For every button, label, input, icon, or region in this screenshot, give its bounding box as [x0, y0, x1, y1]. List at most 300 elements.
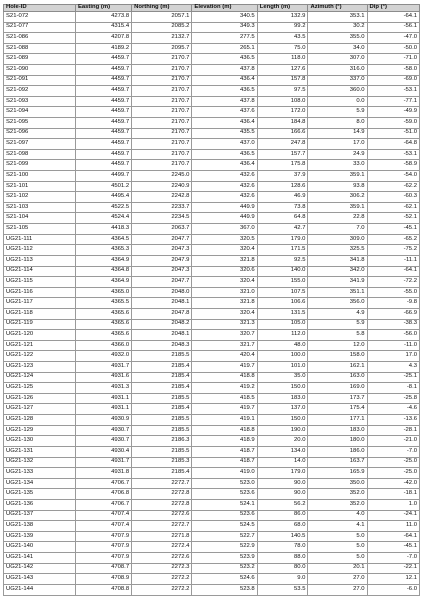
cell-easting: 4931.3: [75, 383, 131, 394]
drillhole-collar-table: [3, 4, 420, 596]
cell-dip: -28.1: [367, 425, 419, 436]
cell-easting: 4931.8: [75, 468, 131, 479]
cell-length: 37.9: [257, 171, 308, 182]
table-row: [4, 54, 420, 65]
cell-elevation: 321.3: [192, 319, 257, 330]
cell-elevation: 523.6: [192, 489, 257, 500]
cell-northing: 2170.7: [132, 128, 192, 139]
cell-length: 172.0: [257, 107, 308, 118]
cell-hole-id: UG21-133: [4, 468, 76, 479]
cell-easting: 4930.4: [75, 446, 131, 457]
cell-elevation: 320.4: [192, 245, 257, 256]
table-row: [4, 351, 420, 362]
table-row: [4, 489, 420, 500]
cell-elevation: 449.9: [192, 213, 257, 224]
cell-northing: 2047.3: [132, 245, 192, 256]
header-elevation: Elevation (m): [192, 5, 257, 12]
cell-azimuth: 5.9: [308, 319, 367, 330]
table-row: [4, 542, 420, 553]
cell-length: 128.6: [257, 181, 308, 192]
cell-easting: 4365.6: [75, 319, 131, 330]
cell-elevation: 321.8: [192, 298, 257, 309]
cell-northing: 2047.3: [132, 266, 192, 277]
table-row: [4, 584, 420, 595]
cell-azimuth: 180.0: [308, 436, 367, 447]
cell-hole-id: S21-101: [4, 181, 76, 192]
cell-northing: 2085.2: [132, 22, 192, 33]
cell-dip: 17.0: [367, 351, 419, 362]
cell-elevation: 320.7: [192, 330, 257, 341]
cell-northing: 2047.7: [132, 234, 192, 245]
cell-hole-id: UG21-116: [4, 287, 76, 298]
cell-hole-id: S21-086: [4, 33, 76, 44]
cell-length: 64.8: [257, 213, 308, 224]
cell-elevation: 419.7: [192, 362, 257, 373]
cell-dip: -45.1: [367, 542, 419, 553]
cell-length: 179.0: [257, 468, 308, 479]
cell-hole-id: UG21-118: [4, 308, 76, 319]
table-row: [4, 96, 420, 107]
cell-northing: 2272.6: [132, 510, 192, 521]
cell-dip: -56.1: [367, 22, 419, 33]
cell-length: 140.0: [257, 266, 308, 277]
cell-northing: 2185.5: [132, 351, 192, 362]
cell-dip: -42.0: [367, 478, 419, 489]
cell-hole-id: S21-077: [4, 22, 76, 33]
cell-elevation: 437.0: [192, 139, 257, 150]
cell-elevation: 523.2: [192, 563, 257, 574]
cell-elevation: 523.6: [192, 510, 257, 521]
cell-dip: 1.0: [367, 499, 419, 510]
cell-azimuth: 316.0: [308, 64, 367, 75]
cell-easting: 4364.9: [75, 255, 131, 266]
cell-elevation: 418.7: [192, 446, 257, 457]
cell-azimuth: 30.2: [308, 22, 367, 33]
cell-elevation: 436.5: [192, 149, 257, 160]
cell-azimuth: 14.9: [308, 128, 367, 139]
cell-northing: 2242.8: [132, 192, 192, 203]
cell-northing: 2170.7: [132, 86, 192, 97]
cell-northing: 2272.8: [132, 489, 192, 500]
cell-easting: 4365.0: [75, 287, 131, 298]
cell-azimuth: 5.8: [308, 330, 367, 341]
cell-northing: 2170.7: [132, 64, 192, 75]
cell-length: 20.0: [257, 436, 308, 447]
table-row: [4, 171, 420, 182]
table-row: [4, 75, 420, 86]
cell-easting: 4931.1: [75, 404, 131, 415]
cell-length: 134.0: [257, 446, 308, 457]
cell-northing: 2245.0: [132, 171, 192, 182]
cell-northing: 2272.7: [132, 478, 192, 489]
table-row: [4, 149, 420, 160]
cell-length: 137.0: [257, 404, 308, 415]
cell-dip: -55.0: [367, 287, 419, 298]
cell-easting: 4365.6: [75, 308, 131, 319]
cell-azimuth: 352.0: [308, 499, 367, 510]
cell-hole-id: S21-092: [4, 86, 76, 97]
cell-northing: 2132.7: [132, 33, 192, 44]
cell-hole-id: UG21-139: [4, 531, 76, 542]
cell-hole-id: UG21-129: [4, 425, 76, 436]
cell-northing: 2272.6: [132, 552, 192, 563]
cell-easting: 4364.9: [75, 277, 131, 288]
cell-easting: 4707.4: [75, 510, 131, 521]
cell-hole-id: S21-103: [4, 202, 76, 213]
table-row: [4, 308, 420, 319]
cell-northing: 2048.0: [132, 287, 192, 298]
cell-northing: 2185.4: [132, 362, 192, 373]
cell-elevation: 437.8: [192, 96, 257, 107]
cell-hole-id: S21-095: [4, 118, 76, 129]
cell-length: 112.0: [257, 330, 308, 341]
cell-northing: 2271.8: [132, 531, 192, 542]
cell-azimuth: 307.0: [308, 54, 367, 65]
cell-easting: 4459.7: [75, 86, 131, 97]
cell-easting: 4459.7: [75, 118, 131, 129]
cell-northing: 2048.2: [132, 319, 192, 330]
cell-hole-id: S21-072: [4, 11, 76, 22]
cell-elevation: 524.5: [192, 521, 257, 532]
cell-length: 56.2: [257, 499, 308, 510]
cell-northing: 2272.7: [132, 521, 192, 532]
cell-azimuth: 7.0: [308, 224, 367, 235]
cell-elevation: 420.4: [192, 351, 257, 362]
cell-length: 97.5: [257, 86, 308, 97]
cell-length: 90.0: [257, 489, 308, 500]
cell-azimuth: 162.1: [308, 362, 367, 373]
cell-azimuth: 163.0: [308, 372, 367, 383]
cell-dip: -65.2: [367, 234, 419, 245]
cell-easting: 4418.3: [75, 224, 131, 235]
cell-elevation: 419.2: [192, 383, 257, 394]
cell-azimuth: 17.0: [308, 139, 367, 150]
table-row: [4, 287, 420, 298]
cell-azimuth: 4.9: [308, 308, 367, 319]
cell-hole-id: UG21-138: [4, 521, 76, 532]
cell-northing: 2185.4: [132, 404, 192, 415]
cell-dip: -6.0: [367, 584, 419, 595]
cell-azimuth: 342.0: [308, 266, 367, 277]
header-easting: Easting (m): [75, 5, 131, 12]
cell-hole-id: UG21-144: [4, 584, 76, 595]
cell-length: 73.8: [257, 202, 308, 213]
cell-azimuth: 325.5: [308, 245, 367, 256]
cell-length: 78.0: [257, 542, 308, 553]
cell-dip: -59.0: [367, 118, 419, 129]
cell-dip: -69.0: [367, 75, 419, 86]
cell-length: 108.0: [257, 96, 308, 107]
cell-northing: 2185.5: [132, 415, 192, 426]
cell-easting: 4708.7: [75, 563, 131, 574]
cell-azimuth: 341.9: [308, 277, 367, 288]
cell-easting: 4315.4: [75, 22, 131, 33]
cell-hole-id: S21-088: [4, 43, 76, 54]
table-row: [4, 499, 420, 510]
cell-northing: 2185.5: [132, 393, 192, 404]
cell-hole-id: UG21-134: [4, 478, 76, 489]
cell-hole-id: UG21-130: [4, 436, 76, 447]
cell-length: 35.0: [257, 372, 308, 383]
cell-northing: 2272.4: [132, 542, 192, 553]
cell-azimuth: 4.0: [308, 510, 367, 521]
cell-easting: 4931.7: [75, 362, 131, 373]
cell-length: 131.5: [257, 308, 308, 319]
cell-azimuth: 337.0: [308, 75, 367, 86]
cell-length: 183.0: [257, 393, 308, 404]
cell-length: 150.0: [257, 415, 308, 426]
cell-azimuth: 352.0: [308, 489, 367, 500]
cell-azimuth: 24.9: [308, 149, 367, 160]
cell-elevation: 320.6: [192, 266, 257, 277]
cell-elevation: 418.9: [192, 436, 257, 447]
cell-easting: 4708.8: [75, 584, 131, 595]
cell-hole-id: UG21-136: [4, 499, 76, 510]
cell-northing: 2234.5: [132, 213, 192, 224]
header-northing: Northing (m): [132, 5, 192, 12]
cell-length: 92.5: [257, 255, 308, 266]
cell-elevation: 419.7: [192, 404, 257, 415]
cell-length: 171.5: [257, 245, 308, 256]
cell-azimuth: 183.0: [308, 425, 367, 436]
cell-hole-id: UG21-126: [4, 393, 76, 404]
header-hole-id: Hole-ID: [4, 5, 76, 12]
table-row: [4, 340, 420, 351]
cell-dip: -75.2: [367, 245, 419, 256]
cell-northing: 2186.3: [132, 436, 192, 447]
cell-elevation: 320.5: [192, 234, 257, 245]
cell-dip: -38.3: [367, 319, 419, 330]
cell-dip: -53.1: [367, 86, 419, 97]
cell-azimuth: 163.7: [308, 457, 367, 468]
cell-length: 118.0: [257, 54, 308, 65]
cell-northing: 2047.8: [132, 308, 192, 319]
cell-northing: 2233.7: [132, 202, 192, 213]
cell-elevation: 432.6: [192, 181, 257, 192]
cell-length: 150.0: [257, 383, 308, 394]
cell-elevation: 522.7: [192, 531, 257, 542]
cell-length: 80.0: [257, 563, 308, 574]
table-row: [4, 330, 420, 341]
cell-easting: 4501.2: [75, 181, 131, 192]
table-row: [4, 213, 420, 224]
cell-length: 132.9: [257, 11, 308, 22]
cell-length: 175.8: [257, 160, 308, 171]
cell-dip: -24.1: [367, 510, 419, 521]
cell-northing: 2047.7: [132, 277, 192, 288]
cell-elevation: 321.8: [192, 255, 257, 266]
cell-hole-id: S21-094: [4, 107, 76, 118]
cell-length: 100.0: [257, 351, 308, 362]
cell-dip: -18.1: [367, 489, 419, 500]
cell-azimuth: 356.0: [308, 298, 367, 309]
cell-northing: 2272.2: [132, 574, 192, 585]
cell-dip: -4.6: [367, 404, 419, 415]
cell-length: 157.8: [257, 75, 308, 86]
table-row: [4, 478, 420, 489]
table-row: [4, 372, 420, 383]
cell-dip: -51.0: [367, 128, 419, 139]
cell-dip: -66.9: [367, 308, 419, 319]
table-row: [4, 404, 420, 415]
cell-easting: 4707.4: [75, 521, 131, 532]
cell-northing: 2063.7: [132, 224, 192, 235]
cell-northing: 2048.3: [132, 340, 192, 351]
header-azimuth: Azimuth (°): [308, 5, 367, 12]
cell-azimuth: 306.2: [308, 192, 367, 203]
table-row: [4, 425, 420, 436]
cell-elevation: 523.0: [192, 478, 257, 489]
cell-dip: 11.0: [367, 521, 419, 532]
cell-azimuth: 22.8: [308, 213, 367, 224]
cell-dip: -64.1: [367, 11, 419, 22]
cell-dip: -71.0: [367, 54, 419, 65]
cell-azimuth: 351.1: [308, 287, 367, 298]
table-row: [4, 383, 420, 394]
table-row: [4, 22, 420, 33]
table-header-row: [4, 5, 420, 12]
cell-dip: -50.0: [367, 43, 419, 54]
cell-hole-id: UG21-114: [4, 266, 76, 277]
cell-hole-id: S21-089: [4, 54, 76, 65]
cell-northing: 2185.4: [132, 383, 192, 394]
table-row: [4, 192, 420, 203]
cell-northing: 2185.3: [132, 457, 192, 468]
cell-hole-id: UG21-127: [4, 404, 76, 415]
cell-hole-id: S21-102: [4, 192, 76, 203]
cell-easting: 4706.7: [75, 499, 131, 510]
cell-elevation: 418.7: [192, 457, 257, 468]
cell-northing: 2185.4: [132, 468, 192, 479]
cell-dip: -60.3: [367, 192, 419, 203]
cell-easting: 4189.2: [75, 43, 131, 54]
cell-length: 107.5: [257, 287, 308, 298]
cell-length: 14.0: [257, 457, 308, 468]
cell-length: 105.0: [257, 319, 308, 330]
cell-dip: -7.0: [367, 446, 419, 457]
cell-hole-id: UG21-143: [4, 574, 76, 585]
cell-elevation: 449.9: [192, 202, 257, 213]
cell-easting: 4524.4: [75, 213, 131, 224]
cell-azimuth: 360.0: [308, 86, 367, 97]
cell-easting: 4706.8: [75, 489, 131, 500]
cell-hole-id: UG21-141: [4, 552, 76, 563]
cell-elevation: 523.8: [192, 584, 257, 595]
cell-azimuth: 33.0: [308, 160, 367, 171]
cell-hole-id: UG21-119: [4, 319, 76, 330]
cell-azimuth: 359.1: [308, 202, 367, 213]
cell-northing: 2095.7: [132, 43, 192, 54]
cell-hole-id: S21-099: [4, 160, 76, 171]
cell-hole-id: UG21-117: [4, 298, 76, 309]
cell-hole-id: UG21-120: [4, 330, 76, 341]
cell-elevation: 436.4: [192, 160, 257, 171]
cell-northing: 2240.9: [132, 181, 192, 192]
cell-azimuth: 20.1: [308, 563, 367, 574]
table-row: [4, 64, 420, 75]
cell-azimuth: 5.0: [308, 542, 367, 553]
cell-length: 46.9: [257, 192, 308, 203]
cell-hole-id: UG21-135: [4, 489, 76, 500]
cell-length: 101.0: [257, 362, 308, 373]
cell-northing: 2170.7: [132, 75, 192, 86]
table-row: [4, 457, 420, 468]
cell-hole-id: UG21-132: [4, 457, 76, 468]
cell-hole-id: UG21-131: [4, 446, 76, 457]
cell-elevation: 340.5: [192, 11, 257, 22]
cell-dip: -52.1: [367, 213, 419, 224]
header-length: Length (m): [257, 5, 308, 12]
cell-northing: 2272.3: [132, 563, 192, 574]
cell-hole-id: UG21-121: [4, 340, 76, 351]
cell-northing: 2185.5: [132, 446, 192, 457]
cell-hole-id: UG21-124: [4, 372, 76, 383]
cell-length: 88.0: [257, 552, 308, 563]
cell-elevation: 436.5: [192, 54, 257, 65]
cell-hole-id: S21-097: [4, 139, 76, 150]
cell-elevation: 367.0: [192, 224, 257, 235]
cell-hole-id: S21-096: [4, 128, 76, 139]
cell-length: 106.6: [257, 298, 308, 309]
cell-dip: -64.1: [367, 266, 419, 277]
cell-easting: 4459.7: [75, 75, 131, 86]
cell-azimuth: 186.0: [308, 446, 367, 457]
cell-azimuth: 359.1: [308, 171, 367, 182]
cell-length: 155.0: [257, 277, 308, 288]
cell-dip: -11.1: [367, 255, 419, 266]
cell-azimuth: 27.0: [308, 574, 367, 585]
cell-northing: 2170.7: [132, 54, 192, 65]
cell-easting: 4930.7: [75, 436, 131, 447]
cell-dip: -54.0: [367, 171, 419, 182]
cell-azimuth: 355.0: [308, 33, 367, 44]
table-row: [4, 255, 420, 266]
cell-easting: 4707.9: [75, 531, 131, 542]
cell-easting: 4273.8: [75, 11, 131, 22]
cell-hole-id: UG21-113: [4, 255, 76, 266]
cell-easting: 4522.5: [75, 202, 131, 213]
cell-length: 99.2: [257, 22, 308, 33]
cell-dip: -25.8: [367, 393, 419, 404]
table-row: [4, 107, 420, 118]
cell-northing: 2048.1: [132, 298, 192, 309]
cell-easting: 4459.7: [75, 107, 131, 118]
cell-easting: 4931.7: [75, 457, 131, 468]
cell-elevation: 418.5: [192, 393, 257, 404]
cell-azimuth: 175.4: [308, 404, 367, 415]
cell-hole-id: UG21-137: [4, 510, 76, 521]
cell-northing: 2170.7: [132, 160, 192, 171]
table-row: [4, 298, 420, 309]
cell-length: 179.0: [257, 234, 308, 245]
cell-hole-id: S21-098: [4, 149, 76, 160]
cell-hole-id: S21-091: [4, 75, 76, 86]
cell-azimuth: 93.8: [308, 181, 367, 192]
table-row: [4, 510, 420, 521]
cell-azimuth: 353.1: [308, 11, 367, 22]
cell-length: 9.0: [257, 574, 308, 585]
cell-azimuth: 158.0: [308, 351, 367, 362]
cell-dip: 12.1: [367, 574, 419, 585]
cell-elevation: 419.0: [192, 468, 257, 479]
cell-elevation: 436.4: [192, 75, 257, 86]
cell-easting: 4499.7: [75, 171, 131, 182]
cell-dip: -8.1: [367, 383, 419, 394]
cell-easting: 4365.3: [75, 245, 131, 256]
cell-easting: 4708.9: [75, 574, 131, 585]
cell-dip: -56.0: [367, 330, 419, 341]
cell-elevation: 522.9: [192, 542, 257, 553]
